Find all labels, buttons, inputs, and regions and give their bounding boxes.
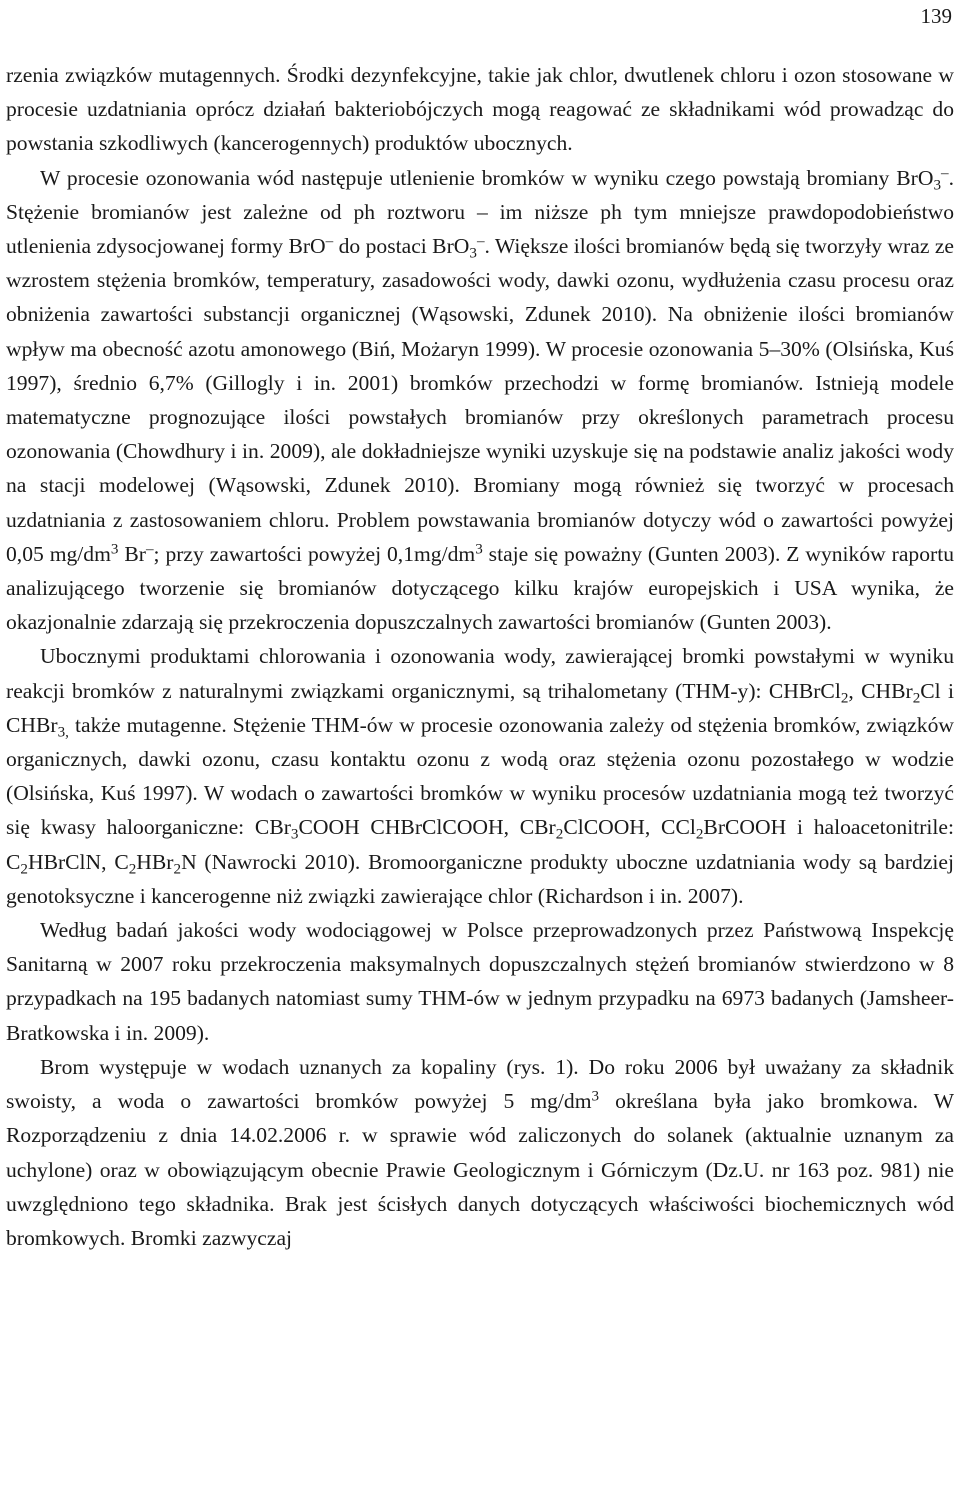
text-run: . Większe ilości bromianów będą się tworzyły wraz ze wzrostem stężenia bromków, temperatury, zasadowości wody, dawki ozonu, wydłużenia czasu procesu oraz obniżenia zawartości substancji organicznej (Wąsowski, Zdunek 2010). Na obniżenie ilości bromianów wpływ ma obecność azotu amonowego (Biń, Możaryn 1999). W procesie ozonowania 5–30% (Olsińska, Kuś 1997), średnio 6,7% (Gillogly i in. 2001) bromków przechodzi w formę bromianów. Istnieją modele matematyczne prognozujące ilości powstałych bromianów przy określonych parametrach procesu ozonowania (Chowdhury i in. 2009), ale dokładniejsze wyniki uzyskuje się na podstawie analiz jakości wody na stacji modelowej (Wąsowski, Zdunek 2010). Bromiany mogą również się tworzyć w procesach uzdatniania z zastosowaniem chloru. Problem powstawania bromianów dotyczy wód o zawartości powyżej 0,05 mg/dm xyxy=(6,234,954,566)
text-run: Cl i CHBr xyxy=(6,678,954,737)
text-run: rzenia związków mutagennych. Środki dezynfekcyjne, takie jak chlor, dwutlenek chloru i ozon stosowane w procesie uzdatniania oprócz działań bakteriobójczych mogą reagować ze składnikami wód prowadząc do powstania szkodliwych (kancerogennych) produktów ubocznych. xyxy=(6,63,954,156)
subscript: 3 xyxy=(290,827,299,843)
superscript: 3 xyxy=(475,541,483,558)
text-run: W procesie ozonowania wód następuje utlenienie bromków w wyniku czego powstają bromiany BrO xyxy=(40,165,934,190)
text-run: Ubocznymi produktami chlorowania i ozonowania wody, zawierającej bromki powstałymi w wyniku reakcji bromków z naturalnymi związkami organicznymi, są trihalometany (THM-y): CHBrCl xyxy=(6,644,954,703)
text-run: ClCOOH, CCl xyxy=(563,815,696,840)
superscript: – xyxy=(476,233,485,250)
superscript: 3 xyxy=(591,1088,600,1105)
subscript: 2 xyxy=(695,827,704,843)
superscript: 3 xyxy=(110,541,119,558)
subscript: 3 xyxy=(469,245,477,262)
superscript: – xyxy=(941,165,949,182)
subscript: 2 xyxy=(128,861,137,878)
text-run: do postaci BrO xyxy=(333,234,470,259)
text-run: . Stężenie bromianów jest zależne od ph roztworu – im niższe ph tym mniejsze prawdopodobieństwo utlenienia zdysocjowanej formy BrO xyxy=(6,165,954,259)
text-run: HBr xyxy=(136,849,174,874)
text-run: , CHBr xyxy=(848,678,913,703)
subscript: 2 xyxy=(173,861,182,878)
text-run: określana była jako bromkowa. W Rozporządzeniu z dnia 14.02.2006 r. w sprawie wód zaliczonych do solanek (aktualnie uznanym za uchylone) oraz w obowiązującym obecnie Prawie Geologicznym i Górniczym (Dz.U. nr 163 poz. 981) nie uwzględniono tego składnika. Brak jest ścisłych danych dotyczących właściwości biochemicznych wód bromkowych. Bromki zazwyczaj xyxy=(6,1089,955,1250)
text-run: Br xyxy=(118,541,146,566)
paragraph-2 xyxy=(6,161,954,640)
text-run: COOH CHBrClCOOH, CBr xyxy=(298,815,556,840)
body-text xyxy=(6,58,954,1255)
text-run: ; przy zawartości powyżej 0,1mg/dm xyxy=(153,541,476,566)
paragraph-4 xyxy=(6,913,954,1050)
paragraph-5 xyxy=(6,1050,954,1255)
text-run: także mutagenne. Stężenie THM-ów w procesie ozonowania zależy od stężenia bromków, związków organicznych, dawki ozonu, czasu kontaktu ozonu z wodą oraz stężenia ozonu pozostałego w wodzie (Olsińska, Kuś 1997). W wodach o zawartości bromków w wyniku procesów uzdatniania mogą też tworzyć się kwasy haloorganiczne: CBr xyxy=(6,712,954,840)
text-run: BrCOOH i haloacetonitrile: C xyxy=(6,815,954,874)
superscript: – xyxy=(325,233,334,250)
subscript: 2 xyxy=(912,690,921,707)
text-run: Brom występuje w wodach uznanych za kopaliny (rys. 1). Do roku 2006 był uważany za składnik swoisty, a woda o zawartości bromków powyżej 5 mg/dm xyxy=(6,1054,954,1114)
text-run: HBrClN, C xyxy=(27,849,129,874)
text-run: N (Nawrocki 2010). Bromoorganiczne produkty uboczne uzdatniania wody są bardziej genotoksyczne i kancerogenne niż związki zawierające chlor (Richardson i in. 2007). xyxy=(6,849,954,908)
paragraph-1 xyxy=(6,58,954,161)
paragraph-3 xyxy=(6,639,954,913)
superscript: – xyxy=(145,541,154,558)
text-run: Według badań jakości wody wodociągowej w Polsce przeprowadzonych przez Państwową Inspekcję Sanitarną w 2007 roku przekroczenia maksymalnych dopuszczalnych stężeń bromianów stwierdzono w 8 przypadkach na 195 badanych natomiast sumy THM-ów w jednym przypadku na 6973 badanych (Jamsheer-Bratkowska i in. 2009). xyxy=(6,918,954,1045)
subscript: 3 xyxy=(933,177,942,194)
subscript: 2 xyxy=(20,861,28,878)
subscript: 2 xyxy=(840,690,849,707)
page-number: 139 xyxy=(920,4,952,28)
text-run: staje się poważny (Gunten 2003). Z wyników raportu analizującego tworzenie się bromianów dotyczącego kilku krajów europejskich i USA wynika, że okazjonalnie zdarzają się przekroczenia dopuszczalnych zawartości bromianów (Gunten 2003). xyxy=(6,541,955,635)
subscript: 3, xyxy=(57,724,69,741)
subscript: 2 xyxy=(555,827,564,843)
